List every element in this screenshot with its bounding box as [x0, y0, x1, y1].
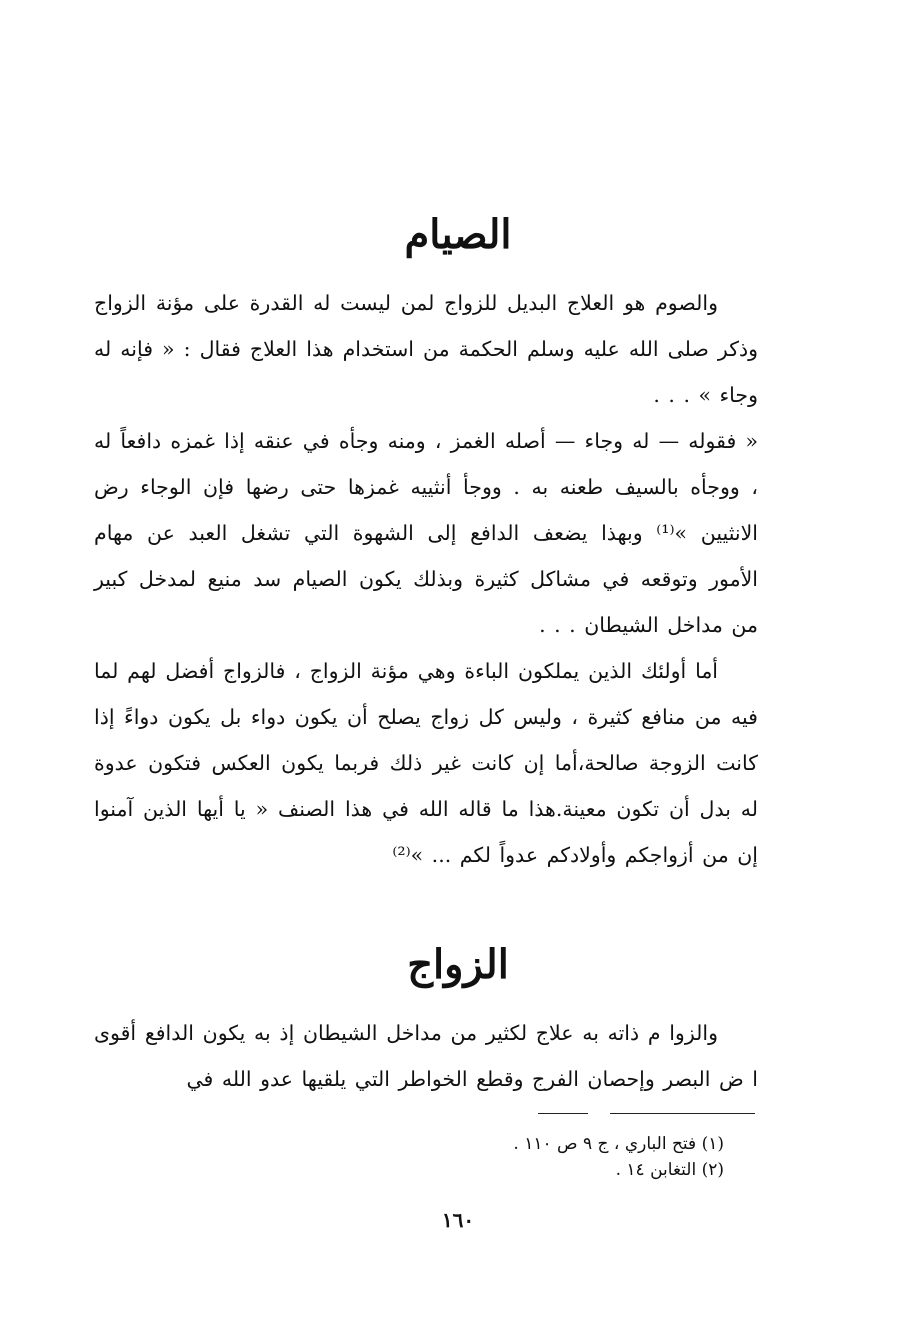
- paragraph-marriage-1: والزوا م ذاته به علاج لكثير من مداخل الشيطان إذ به يكون الدافع أقوى ا ض البصر وإحصان الفرج وقطع الخواطر التي يلقيها عدو الله في: [94, 1021, 758, 1091]
- footnote-divider-short: [538, 1113, 588, 1114]
- paragraph-fasting-1: والصوم هو العلاج البديل للزواج لمن ليست له القدرة على مؤنة الزواج وذكر صلى الله عليه وسلم الحكمة من استخدام هذا العلاج فقال : « فإنه له وجاء » . . .: [94, 291, 758, 407]
- footnote-2: (٢) التغابن ١٤ .: [615, 1160, 724, 1180]
- paragraph-fasting-2: « فقوله — له وجاء — أصله الغمز ، ومنه وجأه في عنقه إذا غمزه دافعاً له ، ووجأه بالسيف طعنه به . ووجأ أنثييه غمزها حتى رضها فإن الوجاء رض الانثيين »⁽¹⁾ وبهذا يضعف الدافع إلى الشهوة التي تشغل العبد عن مهام الأمور وتوقعه في مشاكل كثيرة وبذلك يكون الصيام سد منيع لمدخل كبير من مداخل الشيطان . . .: [94, 429, 758, 637]
- footnotes: [364, 1131, 724, 1183]
- footnote-1: (١) فتح الباري ، ج ٩ ص ١١٠ .: [513, 1134, 724, 1154]
- section-title-marriage: الزواج: [407, 940, 509, 988]
- section-title-fasting: الصيام: [404, 210, 512, 258]
- footnote-divider: [610, 1113, 755, 1114]
- paragraph-fasting-3: أما أولئك الذين يملكون الباءة وهي مؤنة الزواج ، فالزواج أفضل لهم لما فيه من منافع كثيرة ، وليس كل زواج يصلح أن يكون دواء بل يكون دواءً إذا كانت الزوجة صالحة،أما إن كانت غير ذلك فربما يكون العكس فتكون عدوة له بدل أن تكون معينة.هذا ما قاله الله في هذا الصنف « يا أيها الذين آمنوا إن من أزواجكم وأولادكم عدواً لكم ... »⁽²⁾: [94, 659, 758, 867]
- page-number: ١٦٠: [441, 1208, 475, 1232]
